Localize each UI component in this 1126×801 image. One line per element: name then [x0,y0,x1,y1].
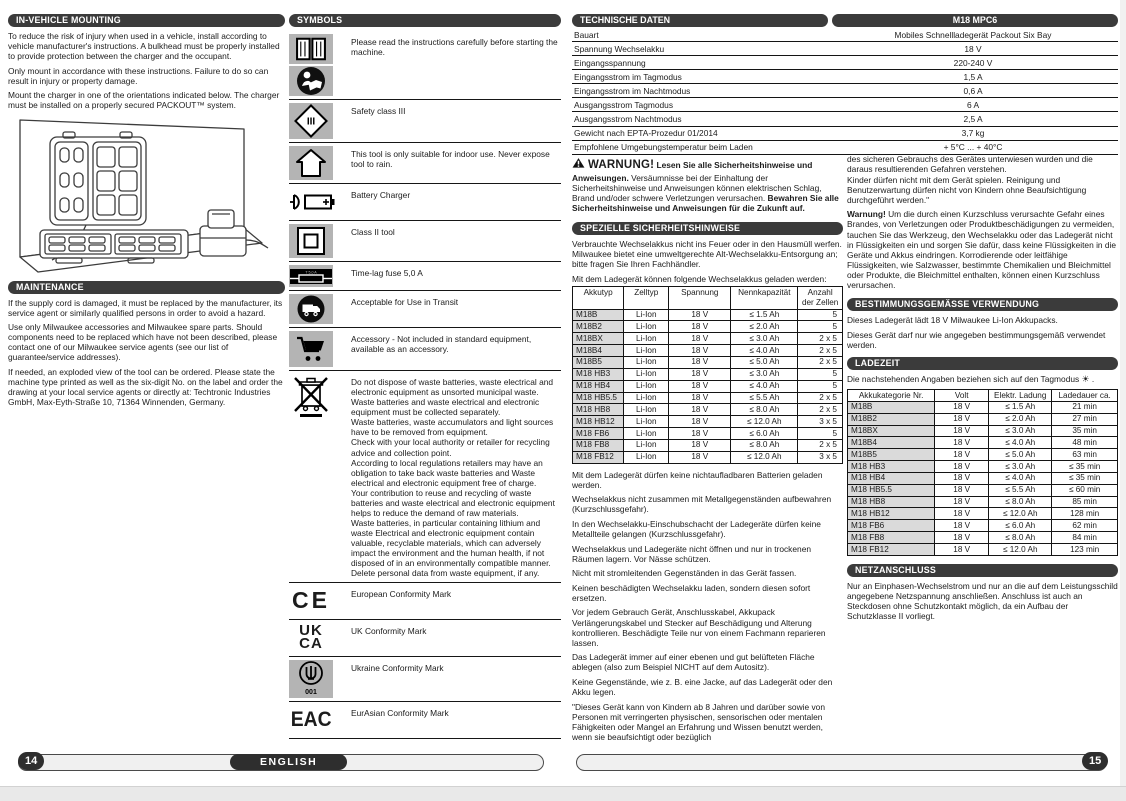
table-row [848,472,1118,484]
battery-compatibility-table [572,286,843,464]
weee-bin-icon [289,374,333,420]
cell-akkukategorie: M18 HB3 [848,461,935,473]
eac-mark-icon: EAC [290,708,332,732]
page-number-left: 14 [18,752,44,770]
technical-data-row [572,28,1118,42]
cell-spannung: 18 V [669,416,731,428]
technical-data-table [572,14,1118,155]
cell-akkukategorie: M18 FB8 [848,532,935,544]
symbol-description: Battery Charger [351,190,411,200]
cell-akkukategorie: M18B2 [848,413,935,425]
cell-anzahl-zellen: 2 x 5 [798,439,843,451]
warning2-text: Um die durch einen Kurzschluss verursachte Gefahr eines Brandes, von Verletzungen oder Produktbeschädigungen zu vermeiden, tauchen Sie das Werkzeug, den Wechselakku oder das Ladegerät nicht in Flüssigkeiten ein und sorgen Sie dafür, dass keine Flüssigkeiten in die Geräte und Akkus eindringen. Korrodierende oder leitfähige Flüssigkeiten, wie Salzwasser, bestimmte Chemikalien und Bleichmittel oder Produkte, die Bleichmittel enthalten, können einen Kurzschluss verursachen. [847,209,1117,290]
table-row [848,437,1118,449]
cell-volt: 18 V [935,532,989,544]
spec-label: Ausgangsstrom Tagmodus [574,99,674,110]
cell-akkutyp: M18 FB6 [573,428,624,440]
table-row [848,496,1118,508]
cell-spannung: 18 V [669,356,731,368]
paragraph: Kinder dürfen nicht mit dem Gerät spielen. Reinigung und Benutzerwartung dürfen nicht von Kindern ohne Beaufsichtigung durchgeführt werden." [847,175,1087,206]
cell-nennkapazitaet: ≤ 4.0 Ah [731,380,798,392]
technical-data-row [572,70,1118,84]
paragraph: Keinen beschädigten Wechselakku laden, sondern diesen sofort ersetzen. [572,582,811,603]
spec-value: 0,6 A [963,85,983,96]
table-row [573,451,843,463]
time-lag-fuse-icon [289,265,333,287]
technical-data-row [572,127,1118,141]
cell-ladung: ≤ 12.0 Ah [989,544,1052,556]
cell-zelltyp: Li-Ion [624,416,669,428]
cell-zelltyp: Li-Ion [624,439,669,451]
symbol-row [289,31,561,99]
safety-class-3-icon [289,103,333,139]
symbol-description: Accessory - Not included in standard equipment, available as an accessory. [351,334,532,355]
cell-anzahl-zellen: 5 [798,428,843,440]
cell-ladung: ≤ 2.0 Ah [989,413,1052,425]
battery-table-header-row [573,286,843,309]
cell-nennkapazitaet: ≤ 8.0 Ah [731,404,798,416]
cell-anzahl-zellen: 2 x 5 [798,333,843,345]
spec-value: Mobiles Schnellladegerät Packout Six Bay [894,29,1052,40]
cell-akkutyp: M18 FB12 [573,451,624,463]
paragraph: Mit dem Ladegerät dürfen keine nichtaufladbaren Batterien geladen werden. [572,469,823,490]
cell-spannung: 18 V [669,392,731,404]
cell-ladung: ≤ 1.5 Ah [989,401,1052,413]
cell-nennkapazitaet: ≤ 3.0 Ah [731,368,798,380]
continuation-paragraphs [847,154,1118,205]
warning-text: Lesen Sie alle Sicherheitshinweise und Anweisungen. Versäumnisse bei der Einhaltung der Sicherheitshinweise und Anweisungen können elektrischen Schlag, Brand und/oder schwere Verletzungen verursachen. Bewahren Sie alle Sicherheitshinweise und Anweisungen für die Zukunft auf. [572,160,839,214]
middle-column [572,154,843,742]
cell-zelltyp: Li-Ion [624,368,669,380]
warning2-paragraph [847,209,1118,290]
cell-ladung: ≤ 4.0 Ah [989,472,1052,484]
symbol-description: This tool is only suitable for indoor use. Never expose tool to rain. [351,149,550,170]
cell-ladedauer: 123 min [1052,544,1118,556]
accessory-cart-icon [289,331,333,367]
technical-data-row [572,84,1118,98]
spec-value: + 5°C ... + 40°C [943,142,1003,153]
ukraine-mark-icon [289,660,333,698]
paragraph: Vor jedem Gebrauch Gerät, Anschlusskabel, Akkupack Verlängerungskabel und Stecker auf Beschädigung und Alterung kontrollieren. Beschädigte Teile nur von einem Fachmann reparieren lassen. [572,607,826,648]
symbol-row [289,619,561,656]
cell-akkutyp: M18B5 [573,356,624,368]
cell-volt: 18 V [935,484,989,496]
symbol-description: Acceptable for Use in Transit [351,297,459,307]
symbol-row [289,183,561,220]
warning-block [572,157,843,213]
cell-zelltyp: Li-Ion [624,392,669,404]
column-header: Ladedauer ca. [1052,390,1118,402]
cell-nennkapazitaet: ≤ 12.0 Ah [731,451,798,463]
transit-truck-icon [289,294,333,324]
cell-anzahl-zellen: 2 x 5 [798,404,843,416]
paragraph: "Dieses Gerät kann von Kindern ab 8 Jahren und darüber sowie von Personen mit verringerten physischen, sensorischen oder mentalen Fähigkeiten oder Mangel an Erfahrung und Wissen benutzt werden, wenn sie beaufsichtigt oder bezüglich [572,701,825,742]
symbol-row [289,220,561,261]
cell-ladedauer: ≤ 35 min [1052,461,1118,473]
cell-anzahl-zellen: 5 [798,380,843,392]
cell-ladung: ≤ 8.0 Ah [989,532,1052,544]
footer-bar-right-page [576,754,1107,771]
spec-value: 2,5 A [963,113,983,124]
cell-ladung: ≤ 3.0 Ah [989,461,1052,473]
maintenance-paragraphs [8,298,285,408]
cell-spannung: 18 V [669,321,731,333]
cell-ladung: ≤ 3.0 Ah [989,425,1052,437]
technical-data-row [572,42,1118,56]
cell-anzahl-zellen: 5 [798,368,843,380]
symbol-description: EurAsian Conformity Mark [351,707,449,718]
column-header: Akkukategorie Nr. [848,390,935,402]
spec-value: 6 A [966,99,980,110]
spec-label: Ausgangsstrom Nachtmodus [574,113,682,124]
column-header: Elektr. Ladung [989,390,1052,402]
warning2-title: Warnung! [847,209,886,220]
table-row [573,392,843,404]
paragraph: des sicheren Gebrauchs des Gerätes unterwiesen wurden und die daraus resultierenden Gefahren verstehen. [847,154,1093,175]
cell-spannung: 18 V [669,333,731,345]
mains-paragraphs [847,581,1118,621]
symbol-description: European Conformity Mark [351,588,452,599]
technical-data-row [572,98,1118,112]
cell-akkutyp: M18 HB12 [573,416,624,428]
section-title-technische-daten: TECHNISCHE DATEN [572,14,828,27]
cell-ladedauer: ≤ 35 min [1052,472,1118,484]
charge-time-body [848,401,1118,555]
cell-akkukategorie: M18 HB8 [848,496,935,508]
paragraph: Dieses Gerät darf nur wie angegeben bestimmungsgemäß verwendet werden. [847,329,1106,350]
spec-value: 1,5 A [963,71,983,82]
cell-nennkapazitaet: ≤ 5.0 Ah [731,356,798,368]
symbol-row [289,327,561,370]
table-row [848,461,1118,473]
cell-spannung: 18 V [669,451,731,463]
cell-akkukategorie: M18 HB12 [848,508,935,520]
battery-table-body [573,309,843,463]
cell-anzahl-zellen: 2 x 5 [798,356,843,368]
paragraph: Das Ladegerät immer auf einer ebenen und gut belüfteten Fläche ablegen (also zum Beispiel NICHT auf dem Autositz). [572,652,815,673]
symbol-row [289,290,561,327]
cell-zelltyp: Li-Ion [624,333,669,345]
paragraph: Dieses Ladegerät lädt 18 V Milwaukee Li-Ion Akkupacks. [847,315,1058,326]
symbol-row [289,142,561,183]
symbol-row [289,582,561,619]
cell-akkutyp: M18 HB4 [573,380,624,392]
section-title-ladezeit: LADEZEIT [847,357,1118,370]
cell-anzahl-zellen: 2 x 5 [798,345,843,357]
cell-akkukategorie: M18 FB6 [848,520,935,532]
table-row [573,321,843,333]
cell-volt: 18 V [935,496,989,508]
warning-title: WARNUNG! [588,159,655,171]
ukca-mark-icon: UK CA [299,621,323,652]
language-label: ENGLISH [230,754,347,770]
charge-time-table [847,389,1118,556]
table-row [848,413,1118,425]
cell-nennkapazitaet: ≤ 6.0 Ah [731,428,798,440]
cell-anzahl-zellen: 5 [798,309,843,321]
cell-akkutyp: M18BX [573,333,624,345]
table-row [848,532,1118,544]
cell-nennkapazitaet: ≤ 8.0 Ah [731,439,798,451]
section-title-spezielle-sicherheitshinweise: SPEZIELLE SICHERHEITSHINWEISE [572,222,843,235]
spec-label: Spannung Wechselakku [574,43,665,54]
spec-label: Eingangsstrom im Nachtmodus [574,85,691,96]
cell-nennkapazitaet: ≤ 12.0 Ah [731,416,798,428]
cell-zelltyp: Li-Ion [624,404,669,416]
column-header: Volt [935,390,989,402]
spec-value: 220-240 V [953,57,993,68]
cell-ladedauer: 27 min [1052,413,1118,425]
section-title-bestimmungsgemaesse-verwendung: BESTIMMUNGSGEMÄSSE VERWENDUNG [847,298,1118,311]
cell-spannung: 18 V [669,309,731,321]
section-title-symbols: SYMBOLS [289,14,561,27]
cell-zelltyp: Li-Ion [624,309,669,321]
cell-akkutyp: M18 FB8 [573,439,624,451]
cell-ladedauer: 128 min [1052,508,1118,520]
class-2-tool-icon [289,224,333,258]
cell-volt: 18 V [935,425,989,437]
cell-spannung: 18 V [669,345,731,357]
cell-ladung: ≤ 5.0 Ah [989,449,1052,461]
table-row [848,508,1118,520]
cell-ladung: ≤ 5.5 Ah [989,484,1052,496]
right-column [847,154,1118,621]
warning-triangle-icon [572,157,585,171]
page-edge-right [1120,0,1126,786]
symbol-row [289,99,561,142]
column-header: Zelltyp [624,286,669,309]
table-row [573,416,843,428]
cell-volt: 18 V [935,544,989,556]
symbol-description: Class II tool [351,227,395,237]
cell-ladung: ≤ 8.0 Ah [989,496,1052,508]
column-header: Akkutyp [573,286,624,309]
cell-ladedauer: 21 min [1052,401,1118,413]
cell-ladedauer: ≤ 60 min [1052,484,1118,496]
table-row [848,425,1118,437]
intended-use-paragraphs [847,315,1118,350]
cell-ladung: ≤ 6.0 Ah [989,520,1052,532]
cell-spannung: 18 V [669,439,731,451]
paragraph: Only mount in accordance with these instructions. Failure to do so can result in injury or property damage. [8,65,269,86]
technical-data-row [572,141,1118,155]
cell-nennkapazitaet: ≤ 5.5 Ah [731,392,798,404]
table-row [848,484,1118,496]
table-row [573,345,843,357]
technical-data-row [572,56,1118,70]
cell-akkutyp: M18B4 [573,345,624,357]
column-header: Anzahl der Zellen [798,286,843,309]
symbols-table [289,31,561,739]
table-row [848,449,1118,461]
symbol-description: Ukraine Conformity Mark [351,662,444,673]
table-row [848,401,1118,413]
sun-icon: ☀ [1081,373,1090,384]
model-name: M18 MPC6 [832,14,1118,27]
cell-anzahl-zellen: 3 x 5 [798,451,843,463]
cell-akkutyp: M18B [573,309,624,321]
cell-ladung: ≤ 12.0 Ah [989,508,1052,520]
paragraph: Keine Gegenstände, wie z. B. eine Jacke, auf das Ladegerät oder den Akku legen. [572,676,833,697]
svg-text:001: 001 [305,688,317,696]
cell-spannung: 18 V [669,380,731,392]
section-title-netzanschluss: NETZANSCHLUSS [847,564,1118,577]
symbol-row [289,656,561,701]
cell-ladedauer: 35 min [1052,425,1118,437]
cell-volt: 18 V [935,461,989,473]
paragraph: Mit dem Ladegerät können folgende Wechselakkus geladen werden: [572,273,827,284]
cell-ladedauer: 48 min [1052,437,1118,449]
cell-ladung: ≤ 4.0 Ah [989,437,1052,449]
cell-nennkapazitaet: ≤ 4.0 Ah [731,345,798,357]
cell-akkutyp: M18 HB5.5 [573,392,624,404]
section-title-maintenance: MAINTENANCE [8,281,285,294]
cell-zelltyp: Li-Ion [624,428,669,440]
paragraph: Wechselakkus und Ladegeräte nicht öffnen und nur in trockenen Räumen lagern. Vor Nässe schützen. [572,543,812,564]
technical-data-rows [572,28,1118,155]
symbol-description: Safety class III [351,106,406,116]
cell-anzahl-zellen: 5 [798,321,843,333]
cell-spannung: 18 V [669,404,731,416]
cell-volt: 18 V [935,401,989,413]
table-row [573,428,843,440]
technical-data-row [572,112,1118,126]
cell-akkutyp: M18B2 [573,321,624,333]
cell-akkukategorie: M18B5 [848,449,935,461]
spec-label: Empfohlene Umgebungstemperatur beim Laden [574,142,753,153]
cell-nennkapazitaet: ≤ 1.5 Ah [731,309,798,321]
symbol-row [289,370,561,582]
spec-label: Bauart [574,29,599,40]
paragraph: Use only Milwaukee accessories and Milwaukee spare parts. Should components need to be replaced which have not been described, please contact one of our Milwaukee service agents (see our list of guarantee/service addresses). [8,322,278,363]
paragraph: Nur an Einphasen-Wechselstrom und nur an die auf dem Leistungsschild angegebene Netzspannung anschließen. Anschluss ist auch an Steckdosen ohne Schutzkontakt möglich, da ein Aufbau der Schutzklasse II vorliegt. [847,580,1118,622]
cell-ladedauer: 63 min [1052,449,1118,461]
column-header: Nennkapazität [731,286,798,309]
table-row [848,544,1118,556]
read-person-icon [289,66,333,96]
cell-spannung: 18 V [669,368,731,380]
cell-zelltyp: Li-Ion [624,451,669,463]
in-vehicle-paragraphs [8,31,285,111]
symbol-row [289,261,561,290]
cell-volt: 18 V [935,413,989,425]
charge-time-header-row [848,390,1118,402]
table-row [573,333,843,345]
cell-akkukategorie: M18 FB12 [848,544,935,556]
cell-ladedauer: 84 min [1052,532,1118,544]
cell-volt: 18 V [935,437,989,449]
table-row [573,356,843,368]
symbol-description: Please read the instructions carefully before starting the machine. [351,37,558,58]
cell-nennkapazitaet: ≤ 2.0 Ah [731,321,798,333]
paragraph: Wechselakkus nicht zusammen mit Metallgegenständen aufbewahren (Kurzschlussgefahr). [572,494,832,515]
table-row [573,380,843,392]
cell-volt: 18 V [935,508,989,520]
symbol-description: Do not dispose of waste batteries, waste electrical and electronic equipment as unsorted municipal waste. Waste batteries and waste electrical and electronic equipment must be collected separately. Waste batteries, waste accumulators and light sources have to be removed from equipment. Check with your local authority or retailer for recycling advice and collection point. According to local regulations retailers may have an obligation to take back waste batteries and Waste electrical and electronic equipment free of charge. Your contribution to reuse and recycling of waste batteries and waste electrical and electronic equipment helps to reduce the demand of raw materials. Waste batteries, in particular containing lithium and waste Electrical and electronic equipment contain valuable, recyclable materials, which can adversely impact the environment and the human health, if not disposed of in an environmentally compatible manner. Delete personal data from waste equipment, if any. [351,377,555,579]
cell-volt: 18 V [935,520,989,532]
cell-volt: 18 V [935,449,989,461]
paragraph: Verbrauchte Wechselakkus nicht ins Feuer oder in den Hausmüll werfen. Milwaukee bietet eine umweltgerechte Alt-Wechselakku-Entsorgung an; bitte fragen Sie Ihren Fachhändler. [572,239,842,270]
paragraph: If needed, an exploded view of the tool can be ordered. Please state the machine type printed as well as the six-digit No. on the label and order the drawing at your local service agents or directly at: Techtronic Industries GmbH, Max-Eyth-Straße 10, 71364 Winnenden, Germany. [8,367,283,408]
mounting-illustration [8,114,285,274]
cell-spannung: 18 V [669,428,731,440]
battery-charger-icon [289,187,339,217]
ladezeit-intro: Die nachstehenden Angaben beziehen sich auf den Tagmodus ☀ . [847,373,1095,384]
paragraph: Nicht mit stromleitenden Gegenständen in das Gerät fassen. [572,568,797,579]
paragraph: To reduce the risk of injury when used in a vehicle, install according to vehicle manufacturer's instructions. A bulkhead must be properly installed to provide protection between the charger and the occupant. [8,31,280,62]
cell-akkukategorie: M18B4 [848,437,935,449]
table-row [848,520,1118,532]
symbol-row [289,701,561,738]
svg-text:III: III [306,116,316,128]
ce-mark-icon: CE [292,587,330,614]
cell-ladedauer: 85 min [1052,496,1118,508]
cell-zelltyp: Li-Ion [624,356,669,368]
spec-value: 18 V [964,43,982,54]
symbol-description: UK Conformity Mark [351,625,427,636]
svg-text:T 5,0 A: T 5,0 A [305,270,317,275]
cell-ladedauer: 62 min [1052,520,1118,532]
cell-nennkapazitaet: ≤ 3.0 Ah [731,333,798,345]
section-title-in-vehicle-mounting: IN-VEHICLE MOUNTING [8,14,285,27]
column-header: Spannung [669,286,731,309]
cell-anzahl-zellen: 3 x 5 [798,416,843,428]
paragraph: Mount the charger in one of the orientations indicated below. The charger must be installed on a properly secured PACKOUT™ system. [8,90,280,111]
paragraph: If the supply cord is damaged, it must be replaced by the manufacturer, its service agent or similarly qualified persons in order to avoid a hazard. [8,297,283,318]
spec-label: Eingangsspannung [574,57,646,68]
cell-akkutyp: M18 HB8 [573,404,624,416]
table-row [573,309,843,321]
cell-akkukategorie: M18 HB5.5 [848,484,935,496]
spec-label: Gewicht nach EPTA-Prozedur 01/2014 [574,128,718,139]
table-row [573,439,843,451]
cell-volt: 18 V [935,472,989,484]
cell-akkutyp: M18 HB3 [573,368,624,380]
indoor-use-icon [289,146,333,180]
paragraph: In den Wechselakku-Einschubschacht der Ladegeräte dürfen keine Metallteile gelangen (Kurzschlussgefahr). [572,518,821,539]
table-row [573,368,843,380]
cell-akkukategorie: M18B [848,401,935,413]
open-book-icon [289,34,333,64]
page-edge-bottom [0,786,1126,801]
symbols-column [289,14,561,739]
cell-anzahl-zellen: 2 x 5 [798,392,843,404]
special-post-paragraphs [572,470,843,742]
table-row [573,404,843,416]
cell-zelltyp: Li-Ion [624,321,669,333]
spec-label: Eingangsstrom im Tagmodus [574,71,682,82]
special-paragraphs [572,239,843,284]
cell-zelltyp: Li-Ion [624,380,669,392]
cell-akkukategorie: M18BX [848,425,935,437]
page-number-right: 15 [1082,752,1108,770]
left-column [8,14,285,414]
cell-akkukategorie: M18 HB4 [848,472,935,484]
spec-value: 3,7 kg [961,128,985,139]
symbol-description: Time-lag fuse 5,0 A [351,268,423,278]
cell-zelltyp: Li-Ion [624,345,669,357]
